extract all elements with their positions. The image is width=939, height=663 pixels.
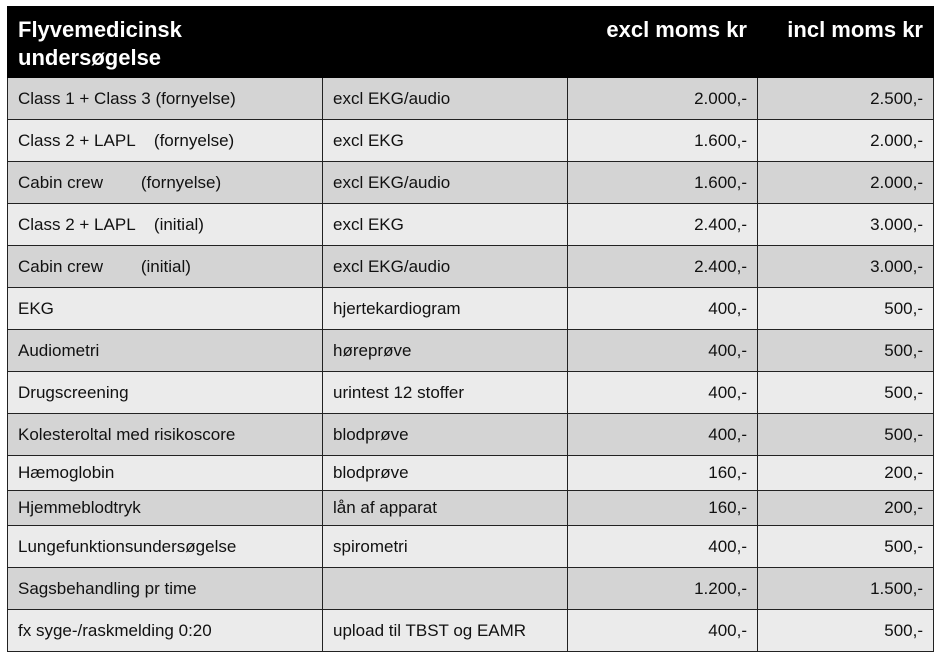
price-excl-vat-cell: 400,- bbox=[568, 610, 758, 652]
service-name-cell: Drugscreening bbox=[8, 372, 323, 414]
header-row bbox=[8, 7, 934, 78]
service-description-cell: excl EKG bbox=[323, 120, 568, 162]
table-row bbox=[8, 414, 934, 456]
price-excl-vat-cell: 2.400,- bbox=[568, 246, 758, 288]
service-name-cell: Kolesteroltal med risikoscore bbox=[8, 414, 323, 456]
price-incl-vat-cell: 200,- bbox=[758, 491, 934, 526]
service-name-cell: Hjemmeblodtryk bbox=[8, 491, 323, 526]
table-row bbox=[8, 456, 934, 491]
price-incl-vat-cell: 2.000,- bbox=[758, 120, 934, 162]
service-description-cell: lån af apparat bbox=[323, 491, 568, 526]
price-incl-vat-cell: 200,- bbox=[758, 456, 934, 491]
service-name-cell: Sagsbehandling pr time bbox=[8, 568, 323, 610]
service-name-cell: EKG bbox=[8, 288, 323, 330]
service-name-cell: Hæmoglobin bbox=[8, 456, 323, 491]
service-description-cell: spirometri bbox=[323, 526, 568, 568]
table-row bbox=[8, 288, 934, 330]
service-description-cell: upload til TBST og EAMR bbox=[323, 610, 568, 652]
service-name-cell: Cabin crew (fornyelse) bbox=[8, 162, 323, 204]
service-name-cell: fx syge-/raskmelding 0:20 bbox=[8, 610, 323, 652]
table-row bbox=[8, 491, 934, 526]
price-incl-vat-cell: 500,- bbox=[758, 610, 934, 652]
price-excl-vat-cell: 400,- bbox=[568, 330, 758, 372]
service-description-cell: excl EKG bbox=[323, 204, 568, 246]
service-description-cell: excl EKG/audio bbox=[323, 78, 568, 120]
price-excl-vat-cell: 2.400,- bbox=[568, 204, 758, 246]
header-excl-vat: excl moms kr bbox=[568, 7, 758, 78]
table-row bbox=[8, 78, 934, 120]
header-incl-vat: incl moms kr bbox=[758, 7, 934, 78]
table-row bbox=[8, 330, 934, 372]
price-excl-vat-cell: 2.000,- bbox=[568, 78, 758, 120]
table-row bbox=[8, 162, 934, 204]
price-excl-vat-cell: 400,- bbox=[568, 414, 758, 456]
price-excl-vat-cell: 1.600,- bbox=[568, 120, 758, 162]
header-title bbox=[8, 7, 323, 78]
price-incl-vat-cell: 2.000,- bbox=[758, 162, 934, 204]
price-incl-vat-cell: 3.000,- bbox=[758, 246, 934, 288]
service-description-cell: excl EKG/audio bbox=[323, 162, 568, 204]
table-row bbox=[8, 204, 934, 246]
service-description-cell: urintest 12 stoffer bbox=[323, 372, 568, 414]
table-row bbox=[8, 568, 934, 610]
service-description-cell: blodprøve bbox=[323, 414, 568, 456]
price-incl-vat-cell: 500,- bbox=[758, 526, 934, 568]
service-description-cell: høreprøve bbox=[323, 330, 568, 372]
header-title-line1: Flyvemedicinsk bbox=[18, 17, 182, 42]
service-name-cell: Class 2 + LAPL (fornyelse) bbox=[8, 120, 323, 162]
service-description-cell: blodprøve bbox=[323, 456, 568, 491]
price-table bbox=[7, 6, 934, 652]
price-incl-vat-cell: 2.500,- bbox=[758, 78, 934, 120]
header-title-line2: undersøgelse bbox=[18, 45, 162, 70]
price-incl-vat-cell: 1.500,- bbox=[758, 568, 934, 610]
service-name-cell: Cabin crew (initial) bbox=[8, 246, 323, 288]
table-row bbox=[8, 610, 934, 652]
service-name-cell: Class 1 + Class 3 (fornyelse) bbox=[8, 78, 323, 120]
table-row bbox=[8, 120, 934, 162]
price-excl-vat-cell: 400,- bbox=[568, 526, 758, 568]
service-description-cell: hjertekardiogram bbox=[323, 288, 568, 330]
price-incl-vat-cell: 500,- bbox=[758, 288, 934, 330]
price-incl-vat-cell: 500,- bbox=[758, 330, 934, 372]
service-name-cell: Class 2 + LAPL (initial) bbox=[8, 204, 323, 246]
price-excl-vat-cell: 1.200,- bbox=[568, 568, 758, 610]
table-row bbox=[8, 246, 934, 288]
price-excl-vat-cell: 400,- bbox=[568, 288, 758, 330]
price-incl-vat-cell: 500,- bbox=[758, 414, 934, 456]
service-description-cell bbox=[323, 568, 568, 610]
price-excl-vat-cell: 160,- bbox=[568, 456, 758, 491]
service-name-cell: Lungefunktionsundersøgelse bbox=[8, 526, 323, 568]
price-incl-vat-cell: 3.000,- bbox=[758, 204, 934, 246]
price-incl-vat-cell: 500,- bbox=[758, 372, 934, 414]
header-description bbox=[323, 7, 568, 78]
table-row bbox=[8, 526, 934, 568]
price-excl-vat-cell: 160,- bbox=[568, 491, 758, 526]
service-description-cell: excl EKG/audio bbox=[323, 246, 568, 288]
price-excl-vat-cell: 400,- bbox=[568, 372, 758, 414]
table-row bbox=[8, 372, 934, 414]
service-name-cell: Audiometri bbox=[8, 330, 323, 372]
price-excl-vat-cell: 1.600,- bbox=[568, 162, 758, 204]
